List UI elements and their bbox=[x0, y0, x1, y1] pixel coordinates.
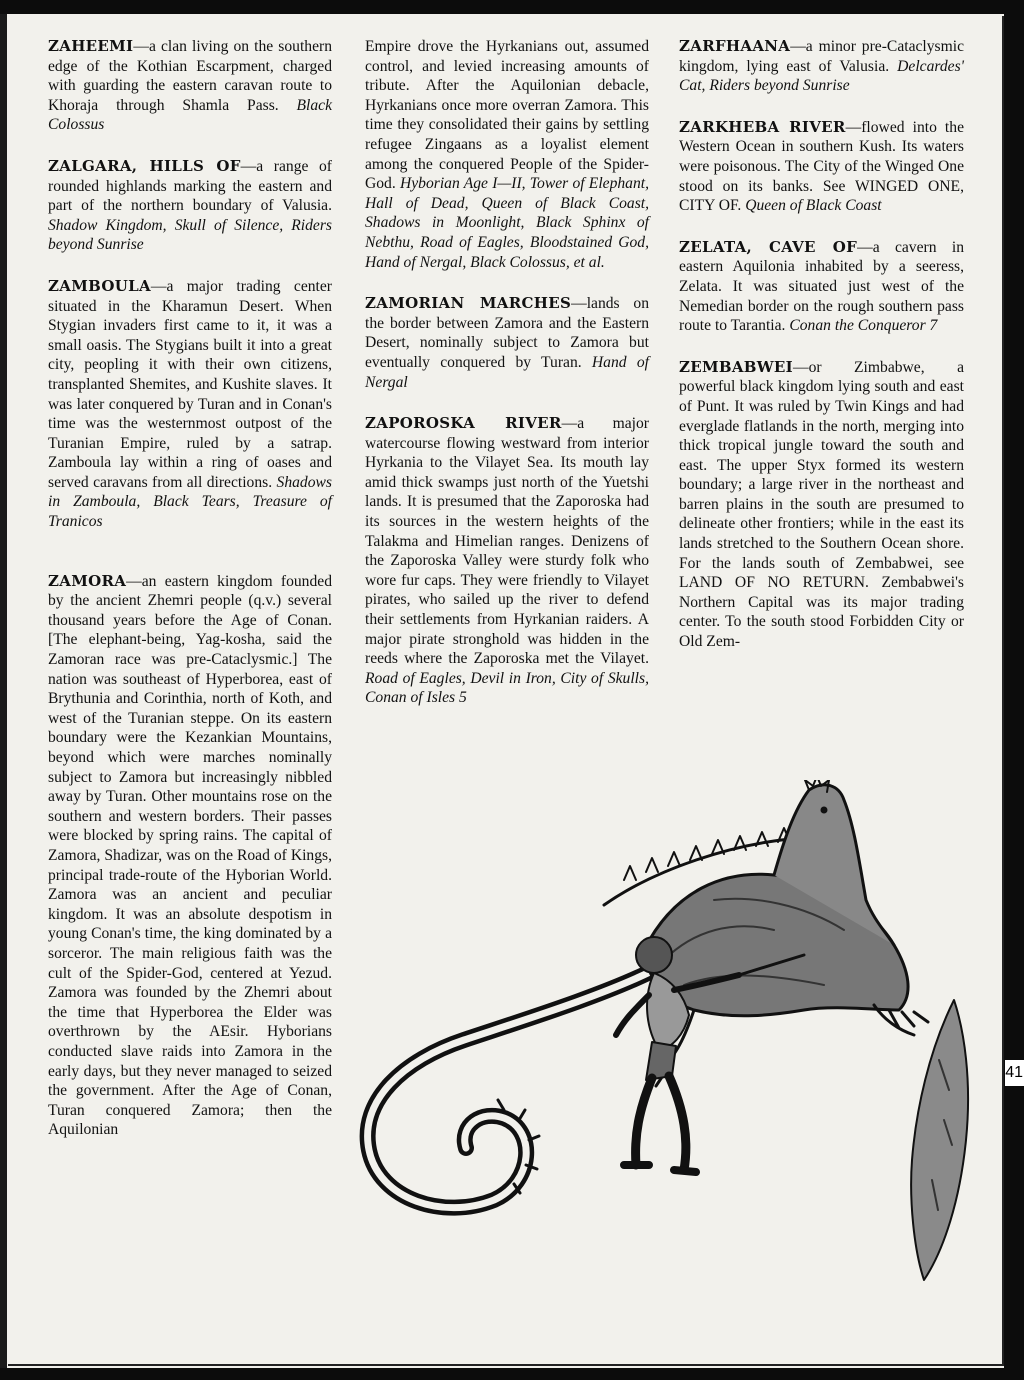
entry-zelata-cave bbox=[679, 238, 964, 336]
beast-eye bbox=[821, 807, 827, 813]
entry-body: —a major watercourse flowing westward from interior Hyrkania to the Vilayet Sea. Its mouth lay amid thick swamps just north of the Yuetshi lands. It is presumed that the Zaporoska had its sources in the western heights of the Talakma and Himelian ranges. Denizens of the Zaporoska Valley were sturdy folk who wore fur caps. They were friendly to Vilayet pirates, who sailed up the river to defend their settlements from Hyrkanian raiders. A major pirate stronghold was hidden in the reeds where the Zaporoska met the Vilayet. bbox=[365, 415, 649, 668]
entry-body: —flowed into the Western Ocean in southern Kush. Its waters were poisonous. The City of the Winged One stood on its banks. See WINGED ONE, CITY OF. bbox=[679, 118, 964, 215]
entry-zamora bbox=[48, 572, 332, 1140]
rock-outcrop bbox=[911, 1000, 968, 1280]
entry-body: —lands on the border between Zamora and the Eastern Desert, nominally subject to Zamora but eventually conquered by Turan. bbox=[365, 295, 649, 371]
entry-zarkheba-river bbox=[679, 118, 964, 216]
entry-headword: ZELATA, CAVE OF bbox=[679, 237, 858, 256]
entry-references: Queen of Black Coast bbox=[745, 197, 882, 215]
entry-body: —or Zimbabwe, a powerful black kingdom lying south and east of Punt. It was ruled by Twin Kings and had everglade flatlands in the north, merging into thick tropical jungle toward the south and east. The upper Styx formed its western boundary; a large river in the northeast and barren plains in the south are presumed to delineate other frontiers; while in the east its lands stretched to the Southern Ocean shore. For the lands south of Zembabwei, see LAND OF NO RETURN. Zembabwei's Northern Capital was its major trading center. To the south stood Forbidden City or Old Zem- bbox=[679, 358, 964, 651]
entry-zamora-continued bbox=[365, 37, 649, 272]
beast-tail bbox=[368, 970, 654, 1208]
entry-zembabwei bbox=[679, 358, 964, 652]
entry-headword: ZAPOROSKA RIVER bbox=[365, 414, 562, 433]
entry-references: Conan the Conqueror 7 bbox=[789, 317, 938, 335]
entry-body: —a clan living on the southern edge of the Kothian Escarpment, charged with guarding the eastern caravan route to Khoraja through Shamla Pass. bbox=[48, 38, 332, 114]
text-column-1 bbox=[48, 37, 332, 1162]
entry-body: —a major trading center situated in the Kharamun Desert. When Stygian invaders first came to it, it was a small oasis. The Stygians built it into a great city, peopling it with their own citizens, transplanted Shemites, and Kushite slaves. It was later conquered by Turan and in Conan's time was the westernmost outpost of the Turanian Empire, ruled by a satrap. Zamboula lay within a ring of oases and served caravans from all directions. bbox=[48, 277, 332, 491]
warrior-head bbox=[636, 937, 672, 973]
entry-body: —a cavern in eastern Aquilonia inhabited by a seeress, Zelata. It was situated just west of the Nemedian border on the rough southern pass route to Tarantia. bbox=[679, 238, 964, 335]
entry-references: Shadow Kingdom, Skull of Silence, Riders beyond Sunrise bbox=[48, 216, 332, 254]
entry-body: Empire drove the Hyrkanians out, assumed control, and levied increasing amounts of tribute. After the Aquilonian debacle, Hyrkanians once more overran Zamora. This time they consolidated their gains by settling refugee Zingaans as a loyalist element among the conquered People of the Spider-God. bbox=[365, 38, 649, 193]
page-border-left bbox=[0, 14, 7, 1380]
dorsal-spikes bbox=[624, 828, 790, 880]
warrior-arm-left bbox=[616, 995, 649, 1035]
entry-zalgara bbox=[48, 157, 332, 255]
entry-references: Hand of Nergal bbox=[365, 353, 649, 391]
entry-references: Delcardes' Cat, Riders beyond Sunrise bbox=[679, 57, 964, 95]
page-border-right bbox=[1004, 14, 1024, 1380]
warrior-leg-right bbox=[669, 1076, 686, 1170]
entry-references: Hyborian Age I—II, Tower of Elephant, Hall of Dead, Queen of Black Coast, Shadows in Moonlight, Black Sphinx of Nebthu, Road of Eagles, Bloodstained God, Hand of Nergal, Black Colossus, et al. bbox=[365, 175, 650, 271]
entry-headword: ZEMBABWEI bbox=[679, 357, 793, 376]
entry-zamorian-marches bbox=[365, 294, 649, 392]
entry-references: Road of Eagles, Devil in Iron, City of Skulls, Conan of Isles 5 bbox=[365, 669, 649, 707]
page-border-bottom bbox=[0, 1368, 1024, 1380]
entry-zaporoska-river bbox=[365, 414, 649, 708]
text-column-3 bbox=[679, 37, 964, 674]
text-column-2 bbox=[365, 37, 649, 730]
beast-and-warrior-illustration bbox=[354, 780, 994, 1340]
entry-references: Black Colossus bbox=[48, 96, 332, 134]
entry-headword: ZAMORA bbox=[48, 571, 127, 590]
entry-body: —an eastern kingdom founded by the ancient Zhemri people (q.v.) several thousand years before the Age of Conan. [The elephant-being, Yag-kosha, said the Zamoran race was pre-Cataclysmic.] The nation was southeast of Hyperborea, east of Brythunia and Corinthia, north of Koth, and west of the Turanian steppe. On its eastern boundary were the Kezankian Mountains, beyond which were marches nominally subject to Zamora but increasingly nibbled away by Turan. Other mountains rose on the southern and western borders. Their passes were blocked by spring rains. The capital of Zamora, Shadizar, was on the Road of Kings, principal trade-route of the Hyborian World. Zamora was an ancient and peculiar kingdom. It was an absolute despotism in young Conan's time, the king dominated by a sorceror. The main religious faith was the cult of the Spider-God, centered at Yezud. Zamora was founded by the Zhemri about the time that Hyperborea the Elder was overthrown by the AEsir. Hyborians conducted slave raids into Zamora in the early days, but they never managed to seized the government. After the Age of Conan, Turan conquered Zamora; then the Aquilonian bbox=[48, 572, 332, 1139]
entry-zamboula bbox=[48, 277, 332, 532]
entry-headword: ZAMORIAN MARCHES bbox=[365, 294, 572, 313]
entry-headword: ZARFHAANA bbox=[679, 37, 791, 55]
entry-body: —a range of rounded highlands marking the eastern and part of the northern boundary of Valusia. bbox=[48, 157, 332, 215]
page-border-top bbox=[0, 0, 1024, 14]
warrior-leg-left bbox=[636, 1078, 652, 1165]
entry-headword: ZAHEEMI bbox=[48, 37, 134, 55]
page-number: 41 bbox=[1005, 1060, 1024, 1086]
entry-body: —a minor pre-Cataclysmic kingdom, lying east of Valusia. bbox=[679, 38, 964, 75]
entry-zarfhaana bbox=[679, 37, 964, 96]
entry-zaheemi bbox=[48, 37, 332, 135]
entry-headword: ZARKHEBA RIVER bbox=[679, 117, 846, 136]
entry-headword: ZALGARA, HILLS OF bbox=[48, 156, 241, 175]
entry-references: Shadows in Zamboula, Black Tears, Treasure of Tranicos bbox=[48, 473, 332, 531]
entry-headword: ZAMBOULA bbox=[48, 276, 151, 295]
